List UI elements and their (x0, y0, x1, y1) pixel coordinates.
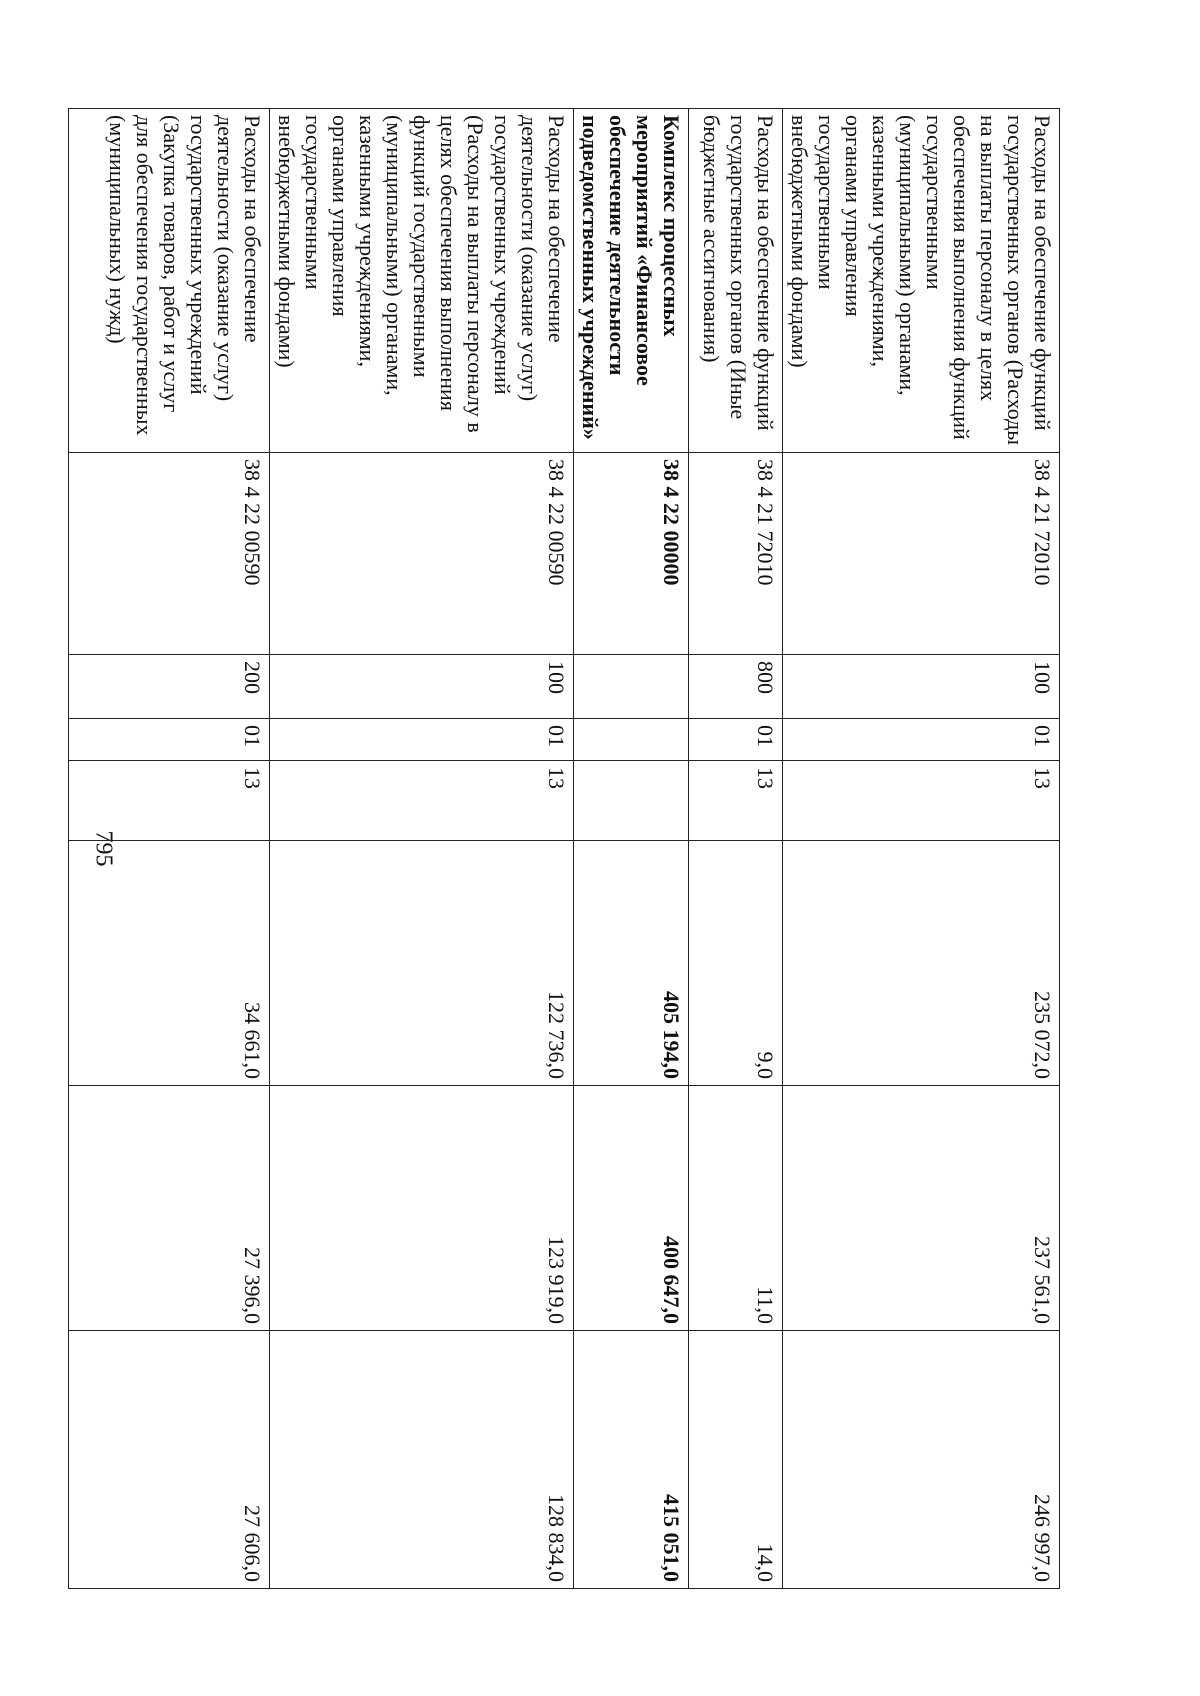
amount-2024: 235 072,0 (783, 841, 1060, 1086)
amount-2026: 246 997,0 (783, 1331, 1060, 1589)
row-description: Расходы на обеспечение деятельности (оказание услуг) государственных учреждений (Закупка товаров, работ и услуг для обеспечения государственных (муниципальных) нужд) (69, 109, 270, 453)
amount-2025: 400 647,0 (574, 1086, 689, 1331)
amount-2025: 27 396,0 (69, 1086, 270, 1331)
amount-2024: 34 661,0 (69, 841, 270, 1086)
target-article-code: 38 4 22 00590 (69, 453, 270, 655)
target-article-code: 38 4 21 72010 (783, 453, 1060, 655)
expense-type-code: 100 (270, 655, 574, 719)
expense-type-code: 100 (783, 655, 1060, 719)
target-article-code: 38 4 22 00000 (574, 453, 689, 655)
subsection-code (574, 761, 689, 841)
target-article-code: 38 4 21 72010 (689, 453, 783, 655)
section-code: 01 (689, 719, 783, 761)
table-row (69, 109, 270, 1589)
amount-2024: 405 194,0 (574, 841, 689, 1086)
amount-2026: 128 834,0 (270, 1331, 574, 1589)
amount-2024: 122 736,0 (270, 841, 574, 1086)
row-description: Расходы на обеспечение функций государственных органов (Иные бюджетные ассигнования) (689, 109, 783, 453)
amount-2025: 11,0 (689, 1086, 783, 1331)
amount-2024: 9,0 (689, 841, 783, 1086)
page-number-text: 795 (90, 830, 117, 866)
subsection-code: 13 (783, 761, 1060, 841)
subsection-code: 13 (270, 761, 574, 841)
amount-2025: 123 919,0 (270, 1086, 574, 1331)
amount-2026: 415 051,0 (574, 1331, 689, 1589)
expense-type-code (574, 655, 689, 719)
amount-2026: 27 606,0 (69, 1331, 270, 1589)
section-code (574, 719, 689, 761)
section-code: 01 (270, 719, 574, 761)
budget-table (68, 108, 1060, 1589)
expense-type-code: 200 (69, 655, 270, 719)
table-row (270, 109, 574, 1589)
expense-type-code: 800 (689, 655, 783, 719)
row-description: Расходы на обеспечение функций государственных органов (Расходы на выплаты персоналу в целях обеспечения выполнения функций государственными (муниципальными) органами, казенными учреждениями, органами управления государственными внебюджетными фондами) (783, 109, 1060, 453)
amount-2026: 14,0 (689, 1331, 783, 1589)
subsection-code: 13 (689, 761, 783, 841)
table-row (783, 109, 1060, 1589)
section-code: 01 (783, 719, 1060, 761)
row-description: Комплекс процессных мероприятий «Финансовое обеспечение деятельности подведомственных учреждений» (574, 109, 689, 453)
rotated-table-container (105, 108, 1060, 1588)
subsection-code: 13 (69, 761, 270, 841)
row-description: Расходы на обеспечение деятельности (оказание услуг) государственных учреждений (Расходы на выплаты персоналу в целях обеспечения выполнения функций государственными (муниципальными) органами, казенными учреждениями, органами управления государственными внебюджетными фондами) (270, 109, 574, 453)
target-article-code: 38 4 22 00590 (270, 453, 574, 655)
section-code: 01 (69, 719, 270, 761)
table-row (689, 109, 783, 1589)
amount-2025: 237 561,0 (783, 1086, 1060, 1331)
table-row (574, 109, 689, 1589)
